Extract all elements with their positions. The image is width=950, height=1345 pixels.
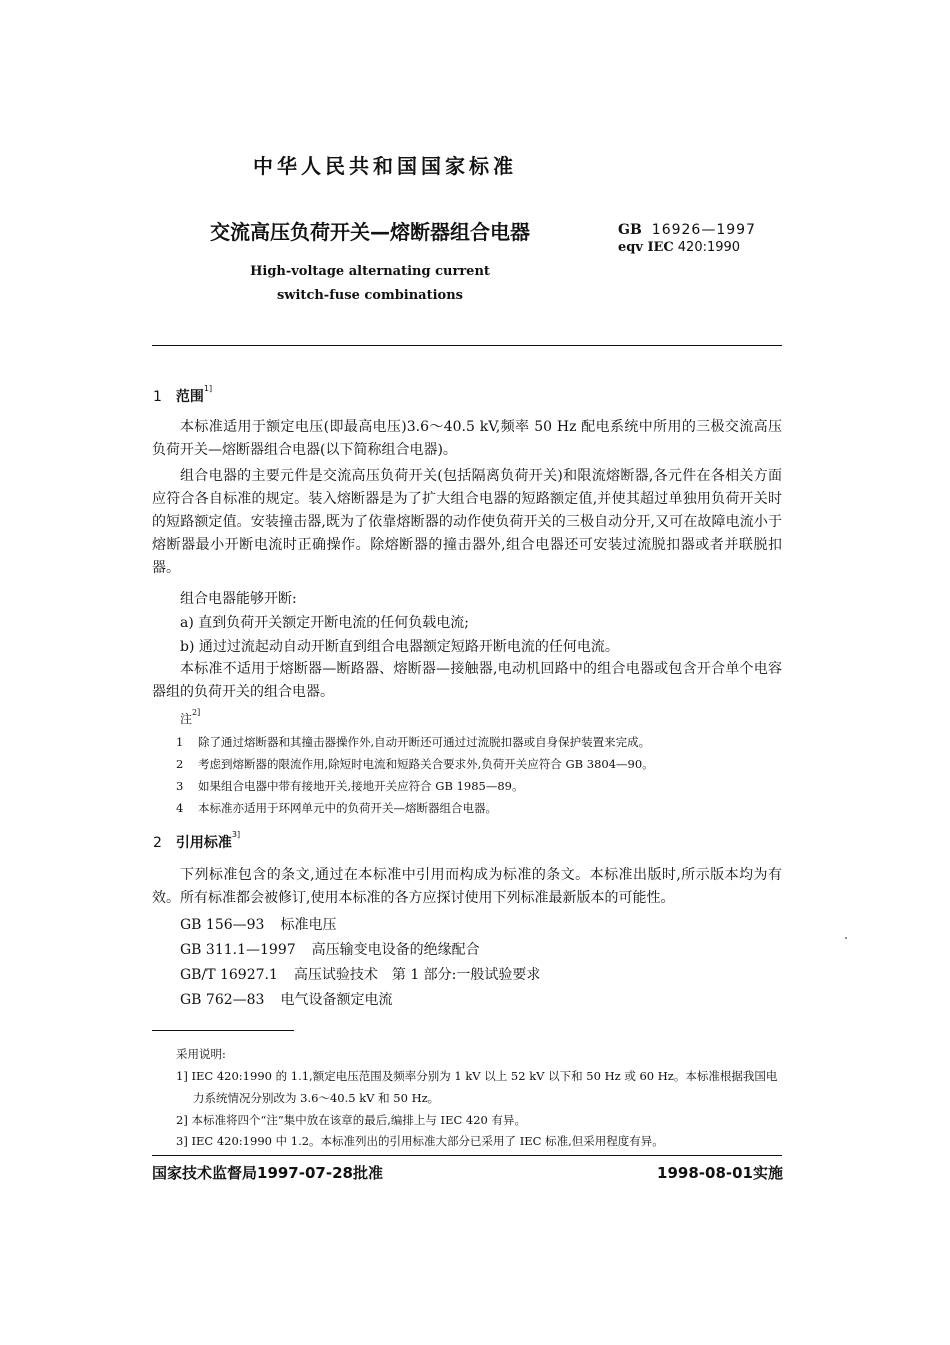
footer-divider xyxy=(152,1155,782,1156)
footnote-2 xyxy=(176,1112,526,1128)
equivalent-number: 420:1990 xyxy=(677,240,741,255)
equivalent-prefix: eqv IEC xyxy=(618,240,674,255)
reference-code: GB/T 16927.1 xyxy=(180,967,278,983)
note-item xyxy=(176,734,650,750)
reference-title: 高压试验技术 第 1 部分:一般试验要求 xyxy=(293,967,541,983)
standard-prefix: GB xyxy=(618,222,642,238)
reference-title: 标准电压 xyxy=(280,917,337,933)
approval-date: 国家技术监督局1997-07-28批准 xyxy=(152,1164,383,1182)
footnote-3 xyxy=(176,1133,664,1149)
effective-date: 1998-08-01实施 xyxy=(657,1164,783,1182)
reference-item xyxy=(180,989,392,1009)
reference-item xyxy=(180,939,480,959)
note-number: 4 xyxy=(176,801,184,815)
section-2-footnote-mark: 3] xyxy=(231,830,241,839)
scan-speck xyxy=(845,937,847,939)
notes-label-text: 注 xyxy=(180,712,193,726)
section-1-paragraph-2: 组合电器的主要元件是交流高压负荷开关(包括隔离负荷开关)和限流熔断器,各元件在各相关方面应符合各自标准的规定。装入熔断器是为了扩大组合电器的短路额定值,并使其超过单独用负荷开关时的短路额定值。安装撞击器,既为了依靠熔断器的动作使负荷开关的三极自动分开,又可在故障电流小于熔断器最小开断电流时正确操作。除熔断器的撞击器外,组合电器还可安装过流脱扣器或者并联脱扣器。 xyxy=(152,468,782,576)
note-item xyxy=(176,800,497,816)
standard-number xyxy=(618,222,756,238)
section-1-paragraph-4: 本标准不适用于熔断器—断路器、熔断器—接触器,电动机回路中的组合电器或包含开合单个电容器组的负荷开关的组合电器。 xyxy=(152,661,782,700)
reference-code: GB 156—93 xyxy=(180,917,265,933)
note-number: 2 xyxy=(176,757,184,771)
footnote-1-line-2: 力系统情况分别改为 3.6～40.5 kV 和 50 Hz。 xyxy=(193,1091,440,1105)
header-divider xyxy=(152,345,782,346)
note-text: 除了通过熔断器和其撞击器操作外,自动开断还可通过过流脱扣器或自身保护装置来完成。 xyxy=(198,735,651,749)
note-text: 如果组合电器中带有接地开关,接地开关应符合 GB 1985—89。 xyxy=(198,779,524,793)
notes-footnote-mark: 2] xyxy=(192,708,201,717)
list-item-b: b) 通过过流起动自动开断直到组合电器额定短路开断电流的任何电流。 xyxy=(180,639,619,655)
standard-number-value: 16926—1997 xyxy=(651,222,756,238)
reference-item xyxy=(180,914,336,934)
notes-label xyxy=(180,710,200,727)
note-text: 本标准亦适用于环网单元中的负荷开关—熔断器组合电器。 xyxy=(198,801,497,815)
note-item xyxy=(176,756,654,772)
national-standard-heading: 中华人民共和国国家标准 xyxy=(253,154,517,178)
footnote-2-text: 本标准将四个“注”集中放在该章的最后,编排上与 IEC 420 有异。 xyxy=(191,1113,527,1127)
section-1-footnote-mark: 1] xyxy=(203,384,213,393)
footnote-divider xyxy=(152,1030,294,1031)
section-2-number: 2 xyxy=(153,835,162,851)
standard-title-en-line2: switch-fuse combinations xyxy=(276,288,463,303)
equivalent-standard xyxy=(618,240,740,255)
section-1-title: 范围 xyxy=(175,389,204,405)
reference-code: GB 762—83 xyxy=(180,992,265,1008)
section-2-title: 引用标准 xyxy=(175,835,232,851)
footnote-3-text: IEC 420:1990 中 1.2。本标准列出的引用标准大部分已采用了 IEC 标准,但采用程度有异。 xyxy=(191,1134,664,1148)
footnote-2-mark: 2] xyxy=(176,1113,188,1127)
note-number: 1 xyxy=(176,735,184,749)
section-1-heading xyxy=(153,386,212,406)
section-1-paragraph-3: 组合电器能够开断: xyxy=(180,591,297,607)
note-item xyxy=(176,778,524,794)
footnote-1-line-1: IEC 420:1990 的 1.1,额定电压范围及频率分别为 1 kV 以上 52 kV 以下和 50 Hz 或 60 Hz。本标准根据我国电 xyxy=(191,1069,778,1083)
section-1-number: 1 xyxy=(153,389,162,405)
note-number: 3 xyxy=(176,779,184,793)
reference-code: GB 311.1—1997 xyxy=(180,942,296,958)
standard-title-en-line1: High-voltage alternating current xyxy=(250,264,490,279)
footnote-3-mark: 3] xyxy=(176,1134,188,1148)
section-1-paragraph-1: 本标准适用于额定电压(即最高电压)3.6～40.5 kV,频率 50 Hz 配电系统中所用的三极交流高压负荷开关—熔断器组合电器(以下简称组合电器)。 xyxy=(152,419,782,458)
reference-item xyxy=(180,964,540,984)
reference-title: 电气设备额定电流 xyxy=(280,992,393,1008)
section-2-heading xyxy=(153,832,240,852)
section-2-paragraph-1: 下列标准包含的条文,通过在本标准中引用而构成为标准的条文。本标准出版时,所示版本均为有效。所有标准都会被修订,使用本标准的各方应探讨使用下列标准最新版本的可能性。 xyxy=(152,867,782,906)
reference-title: 高压输变电设备的绝缘配合 xyxy=(311,942,480,958)
standard-title-cn: 交流高压负荷开关—熔断器组合电器 xyxy=(210,220,530,244)
footnotes-label: 采用说明: xyxy=(176,1047,226,1061)
list-item-a: a) 直到负荷开关额定开断电流的任何负载电流; xyxy=(180,615,469,631)
note-text: 考虑到熔断器的限流作用,除短时电流和短路关合要求外,负荷开关应符合 GB 3804—90。 xyxy=(198,757,654,771)
footnote-1-mark: 1] xyxy=(176,1069,188,1083)
footnote-1 xyxy=(176,1068,777,1084)
